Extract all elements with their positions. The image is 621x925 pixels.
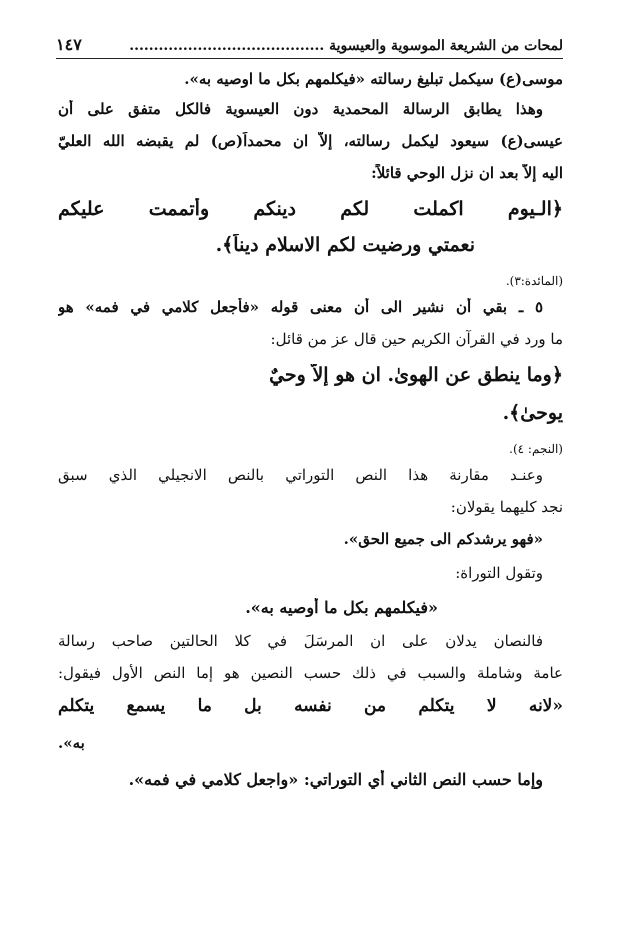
text-line: عامة وشاملة والسبب في ذلك حسب النصين هو إما النص الأول فيقول: — [58, 664, 563, 682]
text-line: وإما حسب النص الثاني أي التوراتي: «واجعل كلامي في فمه». — [128, 770, 543, 789]
verse-reference: (النجم: ٤). — [509, 442, 563, 456]
quran-verse: نعمتي ورضيت لكم الاسلام ديناً﴾. — [215, 234, 475, 256]
text-line: اليه إلاّ بعد ان نزل الوحي قائلاً: — [371, 164, 563, 182]
quran-verse: يوحىٰ﴾. — [502, 402, 563, 424]
quran-verse: ﴿وما ينطق عن الهوىٰ. ان هو إلاّ وحيٌ — [269, 364, 563, 386]
running-header — [56, 28, 563, 59]
text-line: ما ورد في القرآن الكريم حين قال عز من قائل: — [270, 330, 563, 348]
text-line: وتقول التوراة: — [455, 564, 543, 582]
text-line: «فيكلمهم بكل ما أُوصيه به». — [245, 598, 438, 617]
verse-reference: (المائدة:٣). — [505, 274, 563, 288]
text-line: نجد كليهما يقولان: — [450, 498, 563, 516]
text-line: فالنصان يدلان على ان المرسَلَ في كلا الحالتين صاحب رسالة — [58, 632, 543, 650]
quote-line: «لانه لا يتكلم من نفسه بل ما يسمع يتكلم — [58, 696, 563, 716]
text-line: وهذا يطابق الرسالة المحمدية دون العيسوية فالكل متفق على أن — [58, 100, 543, 118]
text-line: موسى(ع) سيكمل تبليغ رسالته «فيكلمهم بكل ما اوصيه به». — [184, 70, 563, 88]
page-number: ١٤٧ — [56, 35, 82, 54]
header-title: لمحات من الشريعة الموسوية والعيسوية ........................................ — [129, 38, 563, 54]
text-line: وعنـد مقارنة هذا النص التوراتي بالنص الانجيلي الذي سبق — [58, 466, 543, 484]
text-line: «فهو يرشدكم الى جميع الحق». — [343, 530, 543, 548]
text-line: عيسى(ع) سيعود ليكمل رسالته، إلاّ ان محمداً(ص) لم يقبضه الله العليّ — [58, 132, 563, 150]
quran-verse: ﴿الـيوم اكملت لكم دينكم وأتممت عليكم — [58, 198, 563, 220]
quote-line: به». — [58, 734, 85, 752]
text-line: ٥ ـ بقي أن نشير الى أن معنى قوله «فأجعل كلامي في فمه» هو — [58, 298, 543, 316]
